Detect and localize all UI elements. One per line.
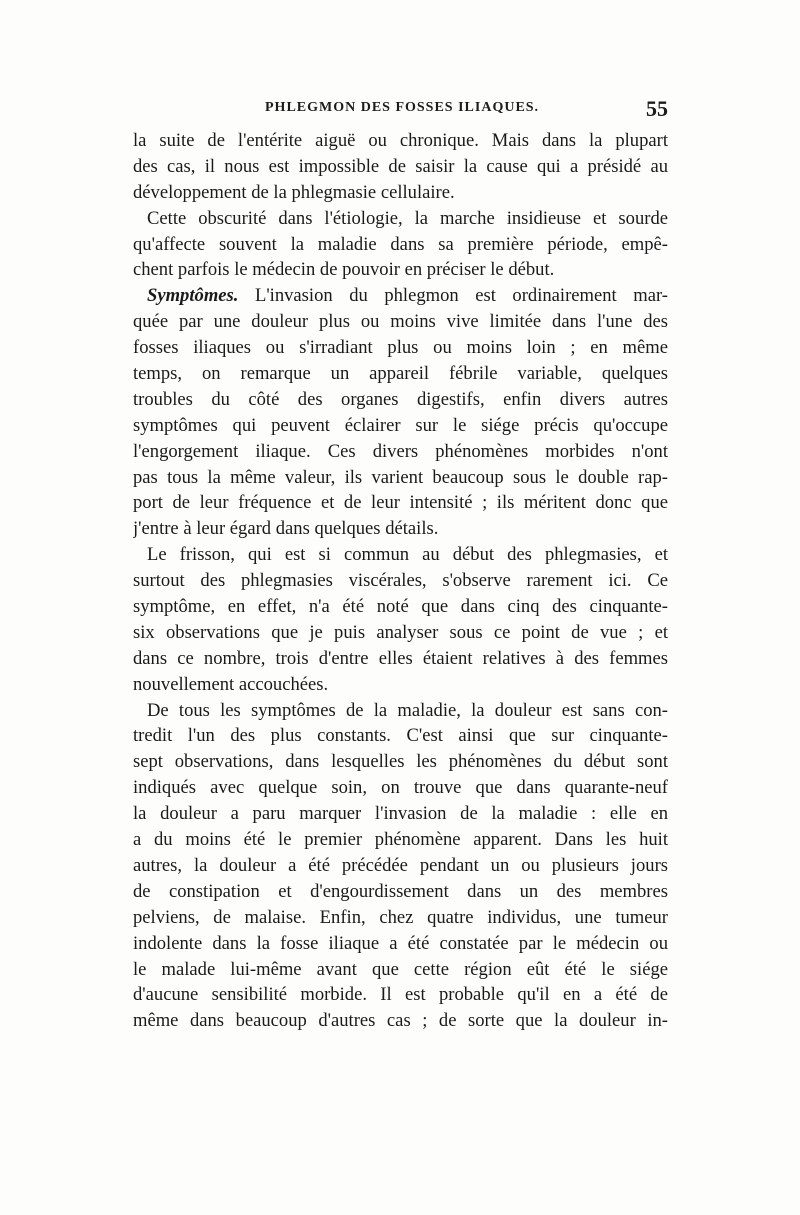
- text-line: quée par une douleur plus ou moins vive limitée dans l'une des: [133, 311, 668, 333]
- text-line: tredit l'un des plus constants. C'est ainsi que sur cinquante-: [133, 725, 668, 747]
- text-line: d'aucune sensibilité morbide. Il est probable qu'il en a été de: [133, 984, 668, 1006]
- text-line: fosses iliaques ou s'irradiant plus ou moins loin ; en même: [133, 337, 668, 359]
- text-line: De tous les symptômes de la maladie, la douleur est sans con-: [147, 699, 668, 721]
- text-line: troubles du côté des organes digestifs, enfin divers autres: [133, 388, 668, 410]
- body-text: [133, 128, 668, 1034]
- text-line: des cas, il nous est impossible de saisir la cause qui a présidé au: [133, 155, 668, 177]
- paragraph: [133, 698, 668, 1035]
- page-header: [133, 96, 668, 124]
- paragraph: [133, 128, 668, 206]
- text-line: a du moins été le premier phénomène apparent. Dans les huit: [133, 829, 668, 851]
- text-line: indiqués avec quelque soin, on trouve que dans quarante-neuf: [133, 777, 668, 799]
- text-line: dans ce nombre, trois d'entre elles étaient relatives à des femmes: [133, 647, 668, 669]
- paragraph: [133, 206, 668, 284]
- text-line: six observations que je puis analyser sous ce point de vue ; et: [133, 621, 668, 643]
- text-line: de constipation et d'engourdissement dans un des membres: [133, 880, 668, 902]
- text-line: développement de la phlegmasie cellulaire.: [133, 181, 455, 203]
- text-line: sept observations, dans lesquelles les phénomènes du début sont: [133, 751, 668, 773]
- text-line: symptômes qui peuvent éclairer sur le siége précis qu'occupe: [133, 414, 668, 436]
- text-line: autres, la douleur a été précédée pendant un ou plusieurs jours: [133, 854, 668, 876]
- text-line: la suite de l'entérite aiguë ou chronique. Mais dans la plupart: [133, 130, 668, 151]
- section-lead: Symptômes.: [147, 285, 239, 307]
- text-line: même dans beaucoup d'autres cas ; de sorte que la douleur in-: [133, 1010, 668, 1032]
- page-number: 55: [646, 96, 668, 121]
- text-line: la douleur a paru marquer l'invasion de la maladie : elle en: [133, 803, 668, 825]
- text-line: j'entre à leur égard dans quelques détails.: [133, 518, 439, 540]
- text-line: pelviens, de malaise. Enfin, chez quatre individus, une tumeur: [133, 906, 668, 928]
- text-line: l'engorgement iliaque. Ces divers phénomènes morbides n'ont: [133, 440, 668, 462]
- text-line: surtout des phlegmasies viscérales, s'observe rarement ici. Ce: [133, 570, 668, 592]
- text-line: Le frisson, qui est si commun au début des phlegmasies, et: [147, 544, 668, 566]
- running-title: PHLEGMON DES FOSSES ILIAQUES.: [265, 100, 540, 115]
- text-line: pas tous la même valeur, ils varient beaucoup sous le double rap-: [133, 466, 668, 488]
- text-line: symptôme, en effet, n'a été noté que dans cinq des cinquante-: [133, 596, 668, 618]
- text-line: qu'affecte souvent la maladie dans sa première période, empê-: [133, 233, 668, 255]
- text-line: chent parfois le médecin de pouvoir en préciser le début.: [133, 259, 555, 281]
- text-line: indolente dans la fosse iliaque a été constatée par le médecin ou: [133, 932, 668, 954]
- text-line: Cette obscurité dans l'étiologie, la marche insidieuse et sourde: [147, 207, 668, 229]
- text-line: [133, 283, 668, 309]
- text-line: nouvellement accouchées.: [133, 673, 329, 695]
- text-line: le malade lui-même avant que cette région eût été le siége: [133, 958, 668, 980]
- paragraph-symptomes: [133, 283, 668, 542]
- paragraph: [133, 542, 668, 697]
- text-line: port de leur fréquence et de leur intensité ; ils méritent donc que: [133, 492, 668, 514]
- text-line-rest: L'invasion du phlegmon est ordinairement mar-: [238, 285, 668, 307]
- text-line: temps, on remarque un appareil fébrile variable, quelques: [133, 363, 668, 385]
